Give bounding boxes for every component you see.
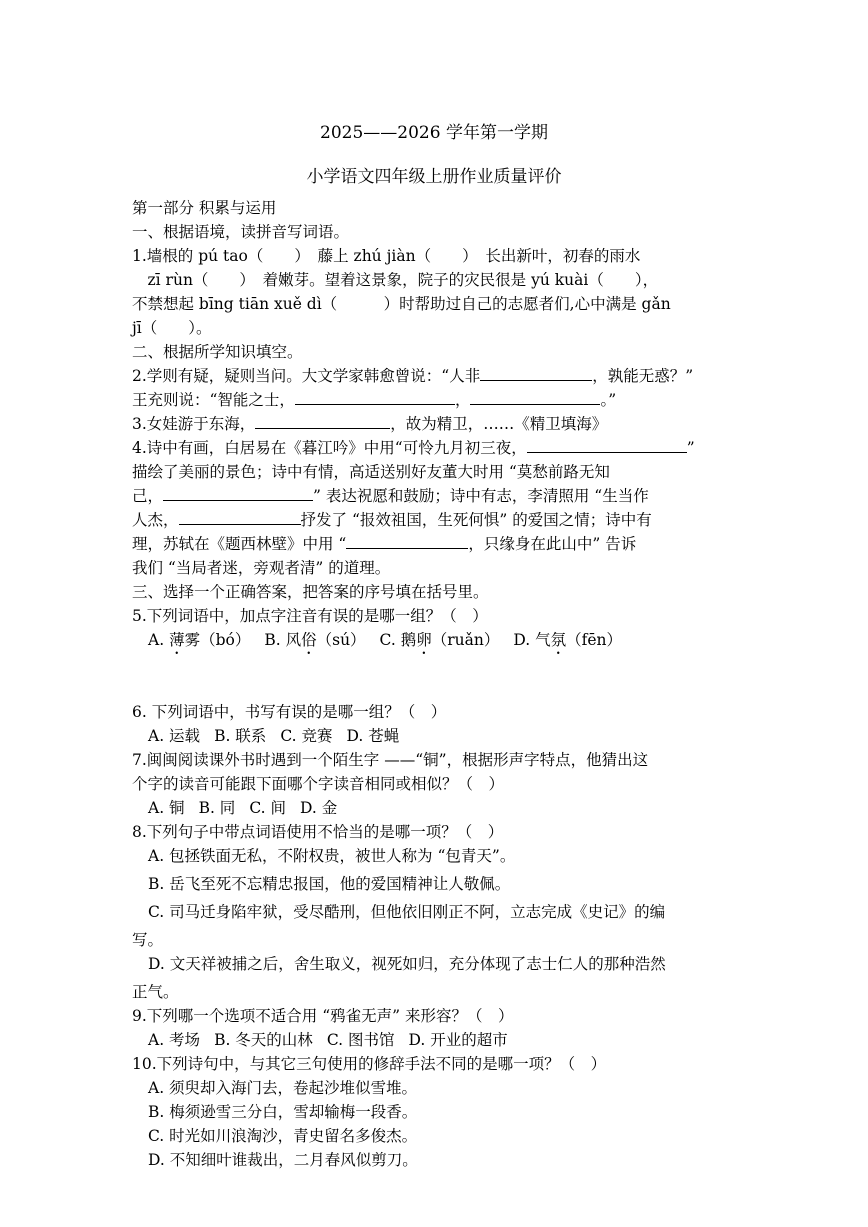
- section3-heading: 三、选择一个正确答案，把答案的序号填在括号里。: [132, 583, 489, 601]
- worksheet-content: [132, 196, 742, 1172]
- q2-blank-1[interactable]: [480, 365, 592, 381]
- q8-option-a[interactable]: A. 包拯铁面无私，不附权贵，被世人称为 “包青天”。: [148, 847, 516, 865]
- q4-blank-2[interactable]: [163, 485, 313, 501]
- q4-blank-1[interactable]: [527, 437, 687, 453]
- q5-option-d[interactable]: D. 气氛（fēn）: [513, 631, 623, 649]
- q7-option-b[interactable]: B. 同: [198, 799, 236, 817]
- q10-option-c[interactable]: C. 时光如川浪淘沙，青史留名多俊杰。: [148, 1127, 418, 1145]
- q2-text-a: 2.学则有疑，疑则当问。大文学家韩愈曾说：“人非: [132, 367, 481, 385]
- q4-line2: 描绘了美丽的景色；诗中有情，高适送别好友董大时用 “莫愁前路无知: [132, 463, 610, 481]
- q2-text-d: ，: [454, 391, 471, 409]
- q2-line2: [132, 388, 742, 412]
- q9-option-d[interactable]: D. 开业的超市: [408, 1031, 508, 1049]
- q4-text-g: 抒发了 “报效祖国，生死何惧” 的爱国之情；诗中有: [300, 511, 652, 529]
- q7-option-a[interactable]: A. 铜: [148, 799, 185, 817]
- q2-line1: [132, 364, 742, 388]
- q9-option-a[interactable]: A. 考场: [148, 1031, 201, 1049]
- q3-text-b: ，故为精卫，……《精卫填海》: [390, 415, 608, 433]
- q2-blank-3[interactable]: [470, 389, 600, 405]
- q6-option-d[interactable]: D. 苍蝇: [346, 727, 400, 745]
- q7-line1: 7.闽闽阅读课外书时遇到一个陌生字 ——“铜”，根据形声字特点，他猜出这: [132, 751, 649, 769]
- q4-line1: [132, 436, 742, 460]
- q10-option-a[interactable]: A. 须臾却入海门去，卷起沙堆似雪堆。: [148, 1079, 418, 1097]
- q8-option-c-line2: 写。: [132, 931, 164, 949]
- q7-option-c[interactable]: C. 间: [249, 799, 286, 817]
- q4-text-e: ” 表达祝愿和鼓励；诗中有志，李清照用 “生当作: [313, 487, 649, 505]
- q1-line4: jī（ ）。: [132, 319, 212, 337]
- q6-options: [132, 724, 742, 748]
- q10-question: 10.下列诗句中，与其它三句使用的修辞手法不同的是哪一项？（ ）: [132, 1055, 607, 1073]
- q2-text-c: 王充则说：“智能之士，: [132, 391, 295, 409]
- q1-line2: zī rùn（ ） 着嫩芽。望着这景象，院子的灾民很是 yú kuài（ ），: [132, 271, 659, 289]
- q5-option-c[interactable]: C. 鹅卵（ruǎn）: [379, 631, 500, 649]
- q9-option-b[interactable]: B. 冬天的山林: [214, 1031, 313, 1049]
- q9-options: [132, 1028, 742, 1052]
- q2-blank-2[interactable]: [295, 389, 455, 405]
- q6-option-a[interactable]: A. 运载: [148, 727, 201, 745]
- q8-option-d-line1[interactable]: D. 文天祥被捕之后，舍生取义，视死如归，充分体现了志士仁人的那种浩然: [148, 955, 666, 973]
- q6-option-b[interactable]: B. 联系: [214, 727, 267, 745]
- q3-blank[interactable]: [255, 413, 390, 429]
- q3-text-a: 3.女娃游于东海，: [132, 415, 256, 433]
- q4-line4: [132, 508, 742, 532]
- q7-line2: 个字的读音可能跟下面哪个字读音相同或相似？（ ）: [132, 775, 505, 793]
- q6-option-c[interactable]: C. 竞赛: [280, 727, 333, 745]
- term-heading: 2025——2026 学年第一学期: [320, 123, 548, 143]
- q4-text-h: 理，苏轼在《题西林壁》中用 “: [132, 535, 347, 553]
- q8-question: 8.下列句子中带点词语使用不恰当的是哪一项？（ ）: [132, 823, 504, 841]
- q4-line6: 我们 “当局者迷，旁观者清” 的道理。: [132, 559, 391, 577]
- q8-option-d-line2: 正气。: [132, 983, 179, 1001]
- q2-text-b: ，孰能无惑？”: [592, 367, 694, 385]
- q5-question: 5.下列词语中，加点字注音有误的是哪一组？（ ）: [132, 607, 488, 625]
- q6-question: 6. 下列词语中，书写有误的是哪一组？（ ）: [132, 703, 447, 721]
- q4-line3: [132, 484, 742, 508]
- q5-option-b[interactable]: B. 风俗（sú）: [264, 631, 366, 649]
- q7-options: [132, 796, 742, 820]
- q7-option-d[interactable]: D. 金: [299, 799, 338, 817]
- q4-blank-4[interactable]: [346, 533, 468, 549]
- q2-text-e: 。”: [600, 391, 617, 409]
- q4-text-i: ，只缘身在此山中” 告诉: [468, 535, 637, 553]
- section1-heading: 一、根据语境，读拼音写词语。: [132, 223, 350, 241]
- q1-line1: 1.墙根的 pú tao（ ） 藤上 zhú jiàn（ ） 长出新叶，初春的雨水: [132, 247, 641, 265]
- q8-option-b[interactable]: B. 岳飞至死不忘精忠报国，他的爱国精神让人敬佩。: [148, 875, 511, 893]
- q10-option-b[interactable]: B. 梅须逊雪三分白，雪却输梅一段香。: [148, 1103, 418, 1121]
- q10-option-d[interactable]: D. 不知细叶谁裁出，二月春风似剪刀。: [148, 1151, 418, 1169]
- section2-heading: 二、根据所学知识填空。: [132, 343, 303, 361]
- q4-line5: [132, 532, 742, 556]
- q4-text-d: 己，: [132, 487, 164, 505]
- page-title: 小学语文四年级上册作业质量评价: [306, 167, 562, 187]
- q4-text-a: 4.诗中有画，白居易在《暮江吟》中用“可怜九月初三夜，: [132, 439, 527, 457]
- q8-option-c-line1[interactable]: C. 司马迁身陷牢狱，受尽酷刑，但他依旧刚正不阿，立志完成《史记》的编: [148, 903, 666, 921]
- q1-line3: 不禁想起 bīng tiān xuě dì（ ）时帮助过自己的志愿者们,心中满是 gǎn: [132, 295, 671, 313]
- q9-option-c[interactable]: C. 图书馆: [326, 1031, 395, 1049]
- q9-question: 9.下列哪一个选项不适合用 “鸦雀无声” 来形容？（ ）: [132, 1007, 514, 1025]
- q4-blank-3[interactable]: [179, 509, 301, 525]
- q3-line: [132, 412, 742, 436]
- part-heading: 第一部分 积累与运用: [132, 199, 277, 217]
- q4-text-b: ”: [686, 439, 695, 457]
- q4-text-f: 人杰，: [132, 511, 179, 529]
- q5-options: [132, 628, 742, 652]
- q5-option-a[interactable]: A. 薄雾（bó）: [148, 631, 251, 649]
